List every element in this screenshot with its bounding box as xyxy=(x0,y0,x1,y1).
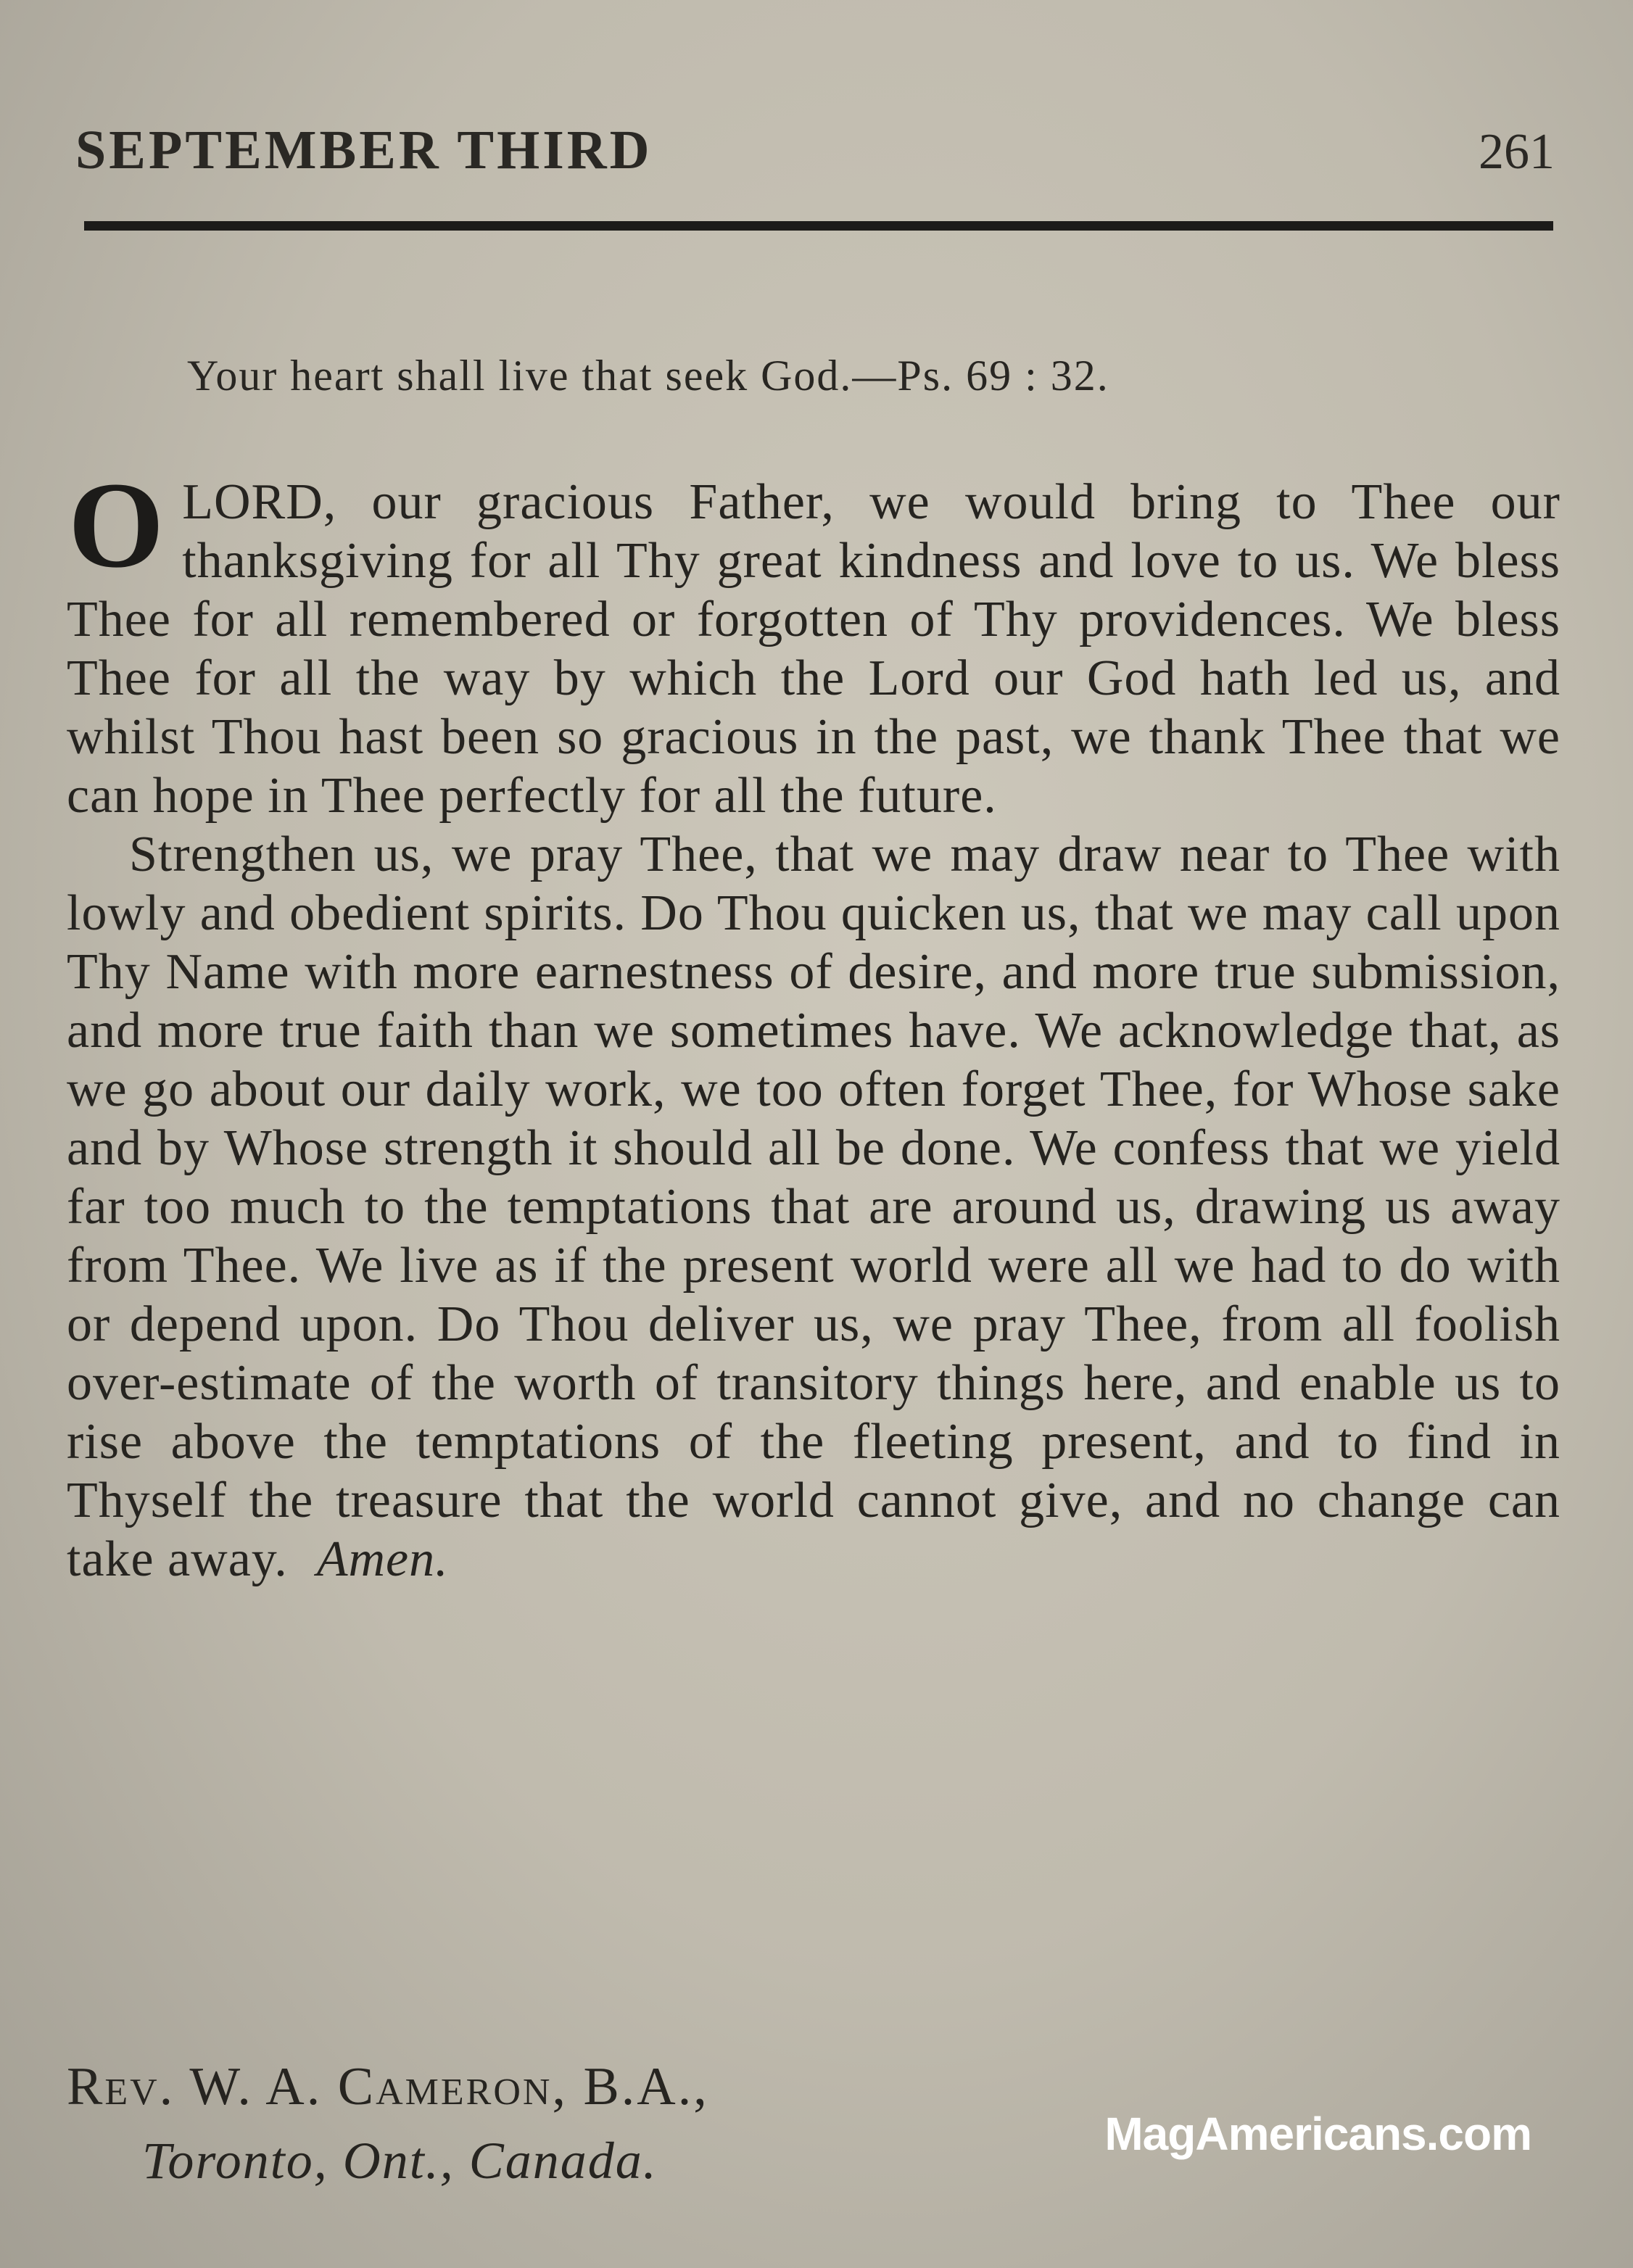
header-rule xyxy=(84,221,1553,231)
paragraph-1-text: LORD, our gracious Father, we would bring to Thee our thanksgiving for all Thy great kindness and love to us. We bless Thee for all remembered or forgotten of Thy providences. We bless Thee for all the way by which the Lord our God hath led us, and whilst Thou hast been so gracious in the past, we thank Thee that we can hope in Thee perfectly for all the future. xyxy=(67,474,1560,824)
author-location: Toronto, Ont., Canada. xyxy=(142,2132,658,2190)
page-title: SEPTEMBER THIRD xyxy=(75,120,653,181)
prayer-paragraph-2 xyxy=(67,825,1560,1589)
prayer-paragraph-1 xyxy=(67,457,1560,825)
drop-cap: O xyxy=(68,457,165,593)
page-header xyxy=(75,116,1555,181)
paragraph-2-text: Strengthen us, we pray Thee, that we may draw near to Thee with lowly and obedient spirits. Do Thou quicken us, that we may call upon Thy Name with more earnestness of desire, and more true submission, and more true faith than we sometimes have. We acknowledge that, as we go about our daily work, we too often forget Thee, for Whose sake and by Whose strength it should all be done. We confess that we yield far too much to the temptations that are around us, drawing us away from Thee. We live as if the present world were all we had to do with or depend upon. Do Thou deliver us, we pray Thee, from all foolish over-estimate of the worth of transitory things here, and enable us to rise above the temptations of the fleeting present, and to find in Thyself the treasure that the world cannot give, and no change can take away. xyxy=(67,827,1560,1587)
scripture-epigraph: Your heart shall live that seek God.—Ps. 69 : 32. xyxy=(187,352,1109,400)
site-watermark: MagAmericans.com xyxy=(1104,2108,1531,2160)
amen-closing: Amen. xyxy=(316,1531,449,1587)
author-signature xyxy=(67,2056,1082,2191)
page-number: 261 xyxy=(1479,124,1555,180)
author-name: Rev. W. A. Cameron, B.A., xyxy=(67,2057,709,2116)
prayer-text xyxy=(67,457,1560,1589)
